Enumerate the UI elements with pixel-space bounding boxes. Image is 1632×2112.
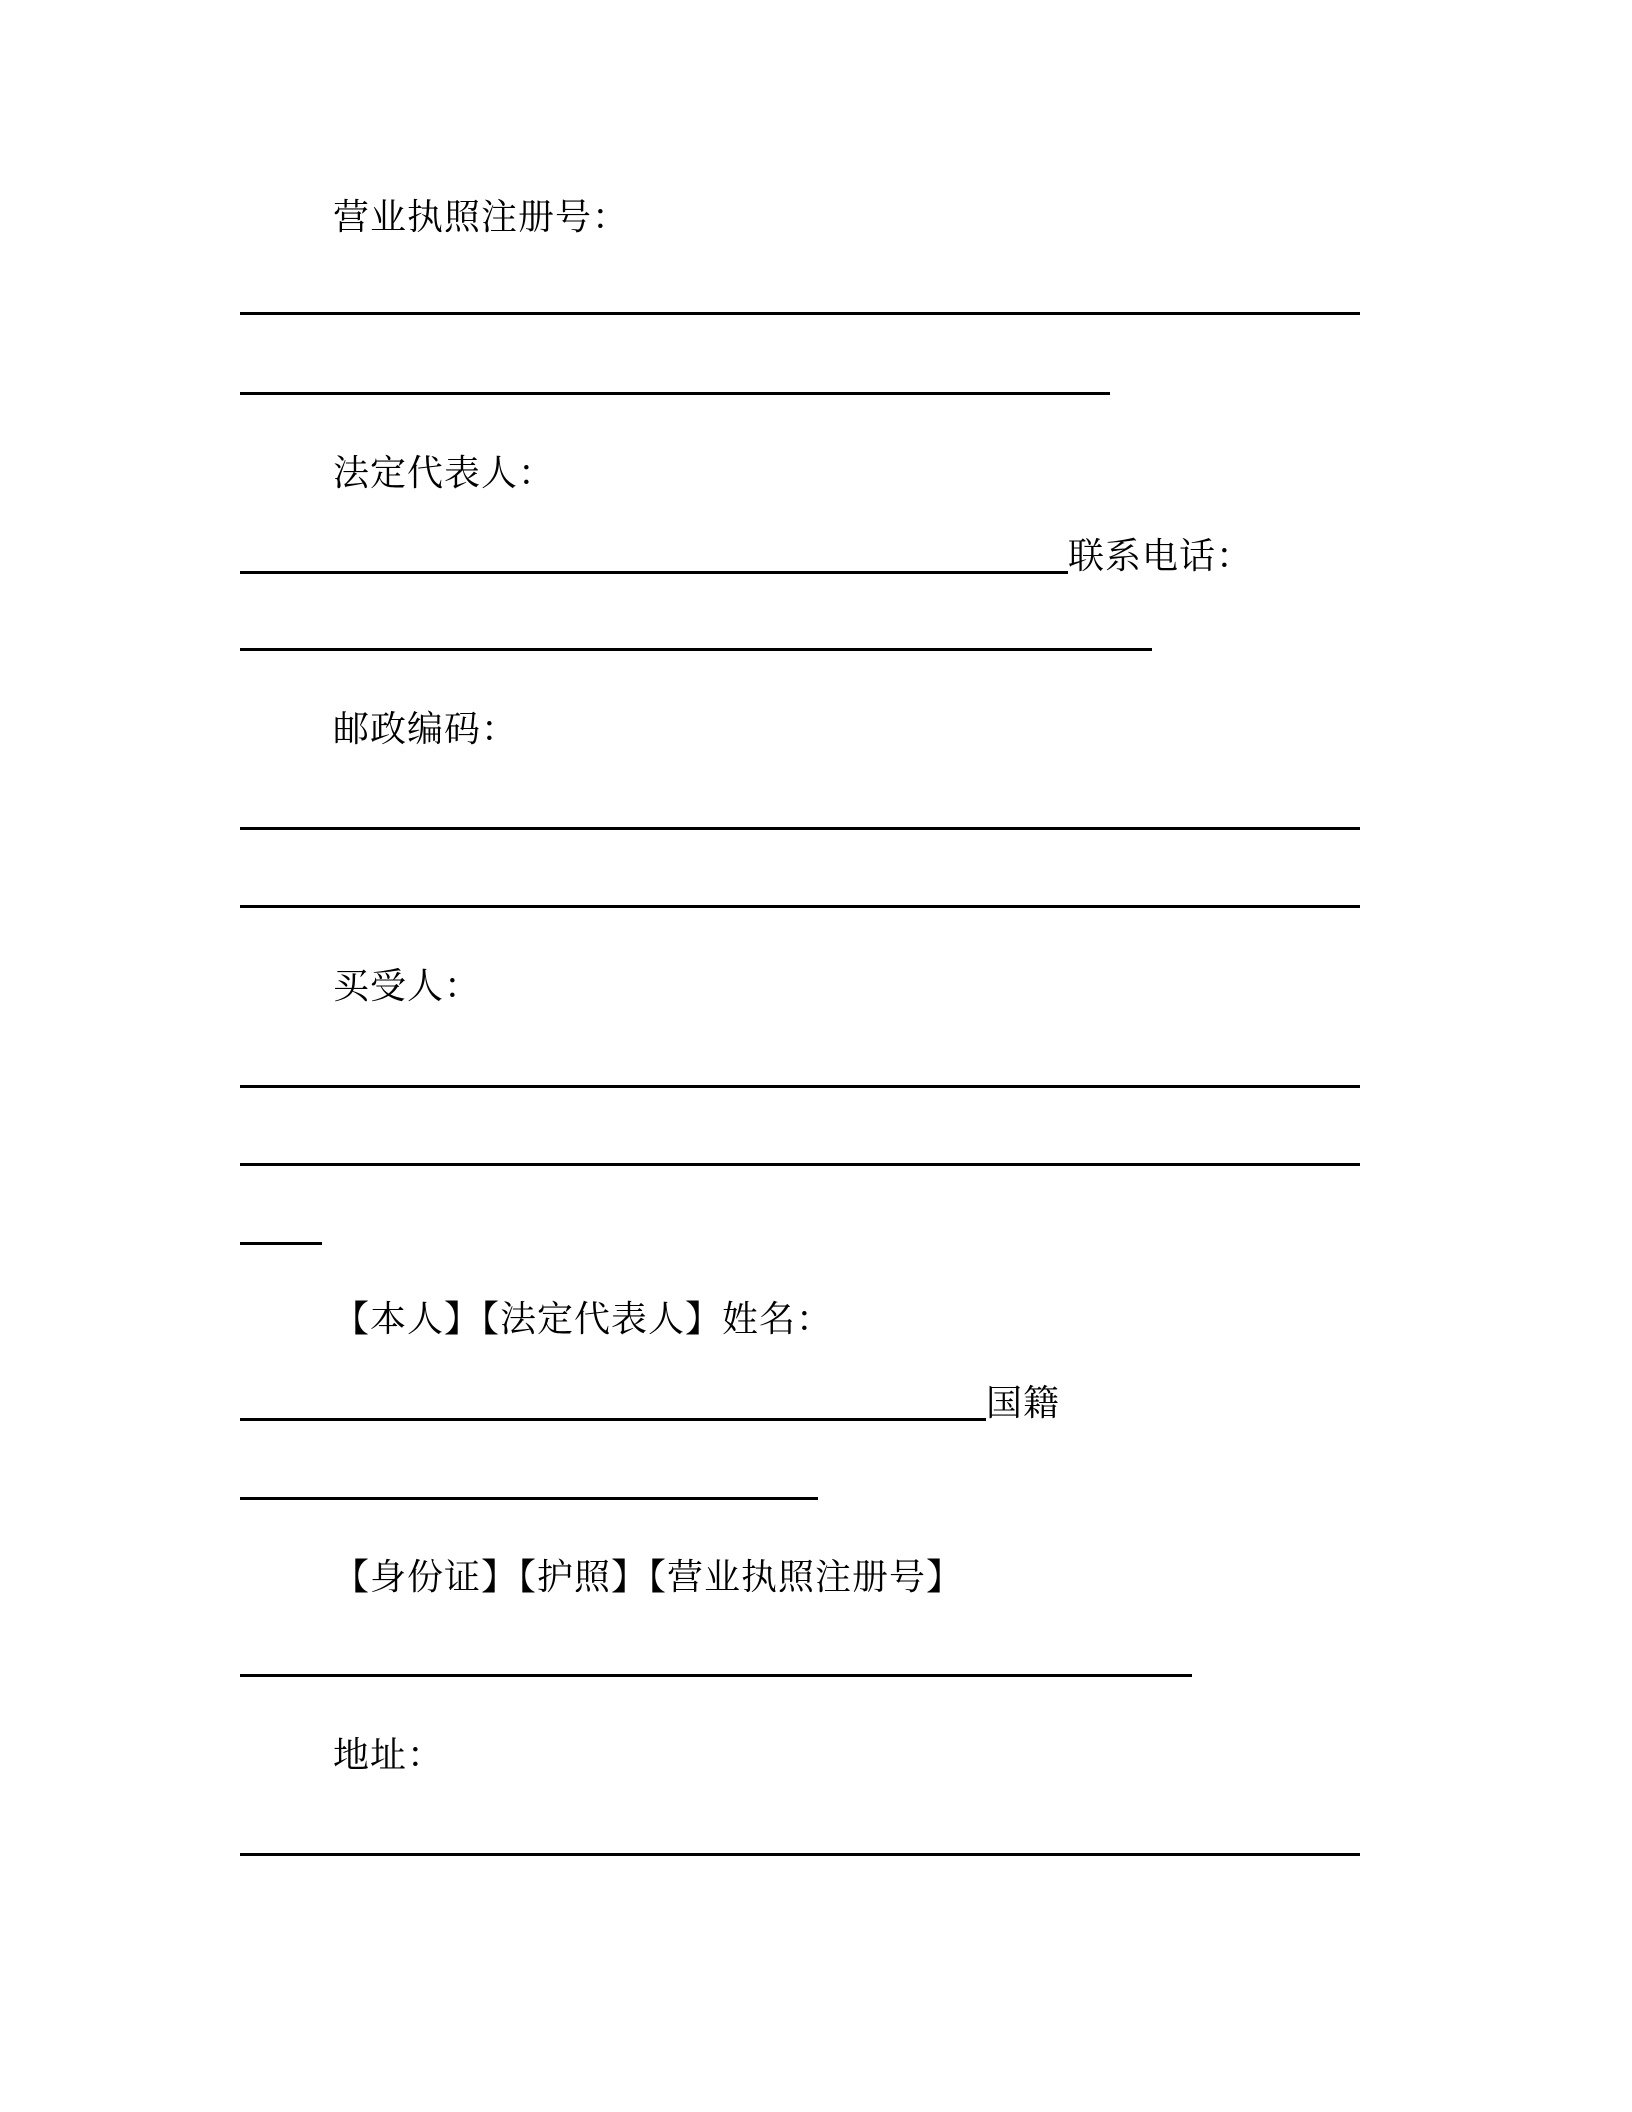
buyer-blank-line-1[interactable]: [240, 1085, 1360, 1088]
nationality-blank-line[interactable]: [240, 1497, 818, 1500]
buyer-label: 买受人：: [333, 966, 482, 1007]
id-type-label: 【身份证】【护照】【营业执照注册号】: [333, 1557, 964, 1598]
contact-phone-label: 联系电话：: [1068, 536, 1254, 577]
address-label: 地址：: [333, 1735, 445, 1776]
name-label: 【本人】【法定代表人】姓名：: [333, 1299, 834, 1340]
id-number-blank-line[interactable]: [240, 1674, 1192, 1677]
buyer-blank-line-2[interactable]: [240, 1163, 1360, 1166]
postal-code-label: 邮政编码：: [333, 709, 519, 750]
business-license-blank-line-2[interactable]: [240, 392, 1110, 395]
legal-representative-label: 法定代表人：: [333, 453, 556, 494]
address-blank-line[interactable]: [240, 1853, 1360, 1856]
business-license-label: 营业执照注册号：: [333, 197, 630, 238]
postal-code-blank-line-2[interactable]: [240, 905, 1360, 908]
legal-representative-blank-line[interactable]: [240, 571, 1068, 574]
business-license-blank-line-1[interactable]: [240, 312, 1360, 315]
nationality-label: 国籍: [986, 1383, 1061, 1424]
contact-phone-blank-line[interactable]: [240, 648, 1152, 651]
buyer-blank-line-3[interactable]: [240, 1242, 322, 1245]
name-blank-line[interactable]: [240, 1418, 986, 1421]
postal-code-blank-line-1[interactable]: [240, 827, 1360, 830]
